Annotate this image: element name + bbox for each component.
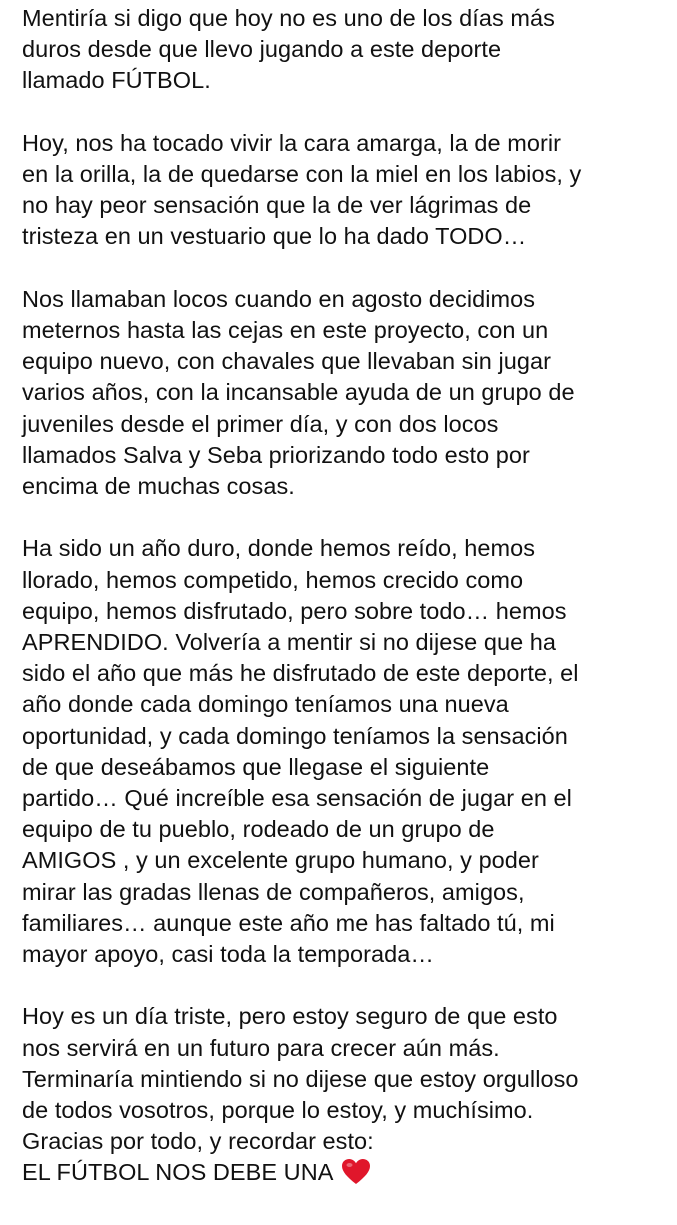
paragraph-2 [22, 128, 672, 253]
text-line: tristeza en un vestuario que lo ha dado TODO… [22, 223, 527, 250]
text-line: Ha sido un año duro, donde hemos reído, hemos [22, 535, 536, 562]
text-line: sido el año que más he disfrutado de este deporte, el [22, 660, 579, 687]
text-line: equipo, hemos disfrutado, pero sobre todo… hemos [22, 597, 567, 624]
text-line: AMIGOS , y un excelente grupo humano, y poder [22, 847, 539, 874]
text-line: equipo nuevo, con chavales que llevaban sin jugar [22, 348, 551, 375]
text-line: de que deseábamos que llegase el siguiente [22, 753, 490, 780]
closing-line [22, 1157, 672, 1193]
text-line: Hoy, nos ha tocado vivir la cara amarga, la de morir [22, 129, 561, 156]
text-line: APRENDIDO. Volvería a mentir si no dijese que ha [22, 629, 557, 656]
text-line: familiares… aunque este año me has faltado tú, mi [22, 909, 555, 936]
paragraph-4 [22, 533, 672, 970]
text-line: meternos hasta las cejas en este proyecto, con un [22, 317, 549, 343]
text-line: en la orilla, la de quedarse con la miel en los labios, y [22, 161, 582, 187]
text-line: varios años, con la incansable ayuda de un grupo de [22, 379, 575, 406]
text-line: encima de muchas cosas. [22, 473, 295, 500]
paragraph-1 [22, 3, 672, 97]
text-line: oportunidad, y cada domingo teníamos la sensación [22, 722, 568, 749]
text-line: llamados Salva y Seba priorizando todo esto por [22, 441, 530, 468]
text-line: equipo de tu pueblo, rodeado de un grupo de [22, 816, 495, 843]
text-line: Gracias por todo, y recordar esto: [22, 1128, 374, 1155]
note-text [22, 3, 672, 1225]
text-line: Mentiría si digo que hoy no es uno de los días más [22, 5, 555, 31]
text-line: mayor apoyo, casi toda la temporada… [22, 941, 434, 968]
text-line: mirar las gradas llenas de compañeros, amigos, [22, 878, 525, 905]
text-line: llorado, hemos competido, hemos crecido como [22, 566, 524, 593]
text-line: Nos llamaban locos cuando en agosto decidimos [22, 285, 536, 312]
text-line: nos servirá en un futuro para crecer aún más. [22, 1034, 500, 1061]
text-line: partido… Qué increíble esa sensación de jugar en el [22, 785, 572, 812]
text-line: no hay peor sensación que la de ver lágrimas de [22, 192, 532, 219]
text-line: de todos vosotros, porque lo estoy, y muchísimo. [22, 1097, 534, 1124]
text-line: año donde cada domingo teníamos una nueva [22, 691, 509, 718]
text-line: Hoy es un día triste, pero estoy seguro de que esto [22, 1003, 558, 1030]
text-line: juveniles desde el primer día, y con dos locos [22, 410, 499, 437]
closing-text: EL FÚTBOL NOS DEBE UNA [22, 1159, 333, 1186]
paragraph-5 [22, 1001, 672, 1193]
text-line: llamado FÚTBOL. [22, 67, 211, 94]
red-heart-icon [341, 1158, 371, 1193]
paragraph-3 [22, 284, 672, 502]
text-line: Terminaría mintiendo si no dijese que estoy orgulloso [22, 1065, 579, 1092]
text-line: duros desde que llevo jugando a este deporte [22, 36, 502, 63]
